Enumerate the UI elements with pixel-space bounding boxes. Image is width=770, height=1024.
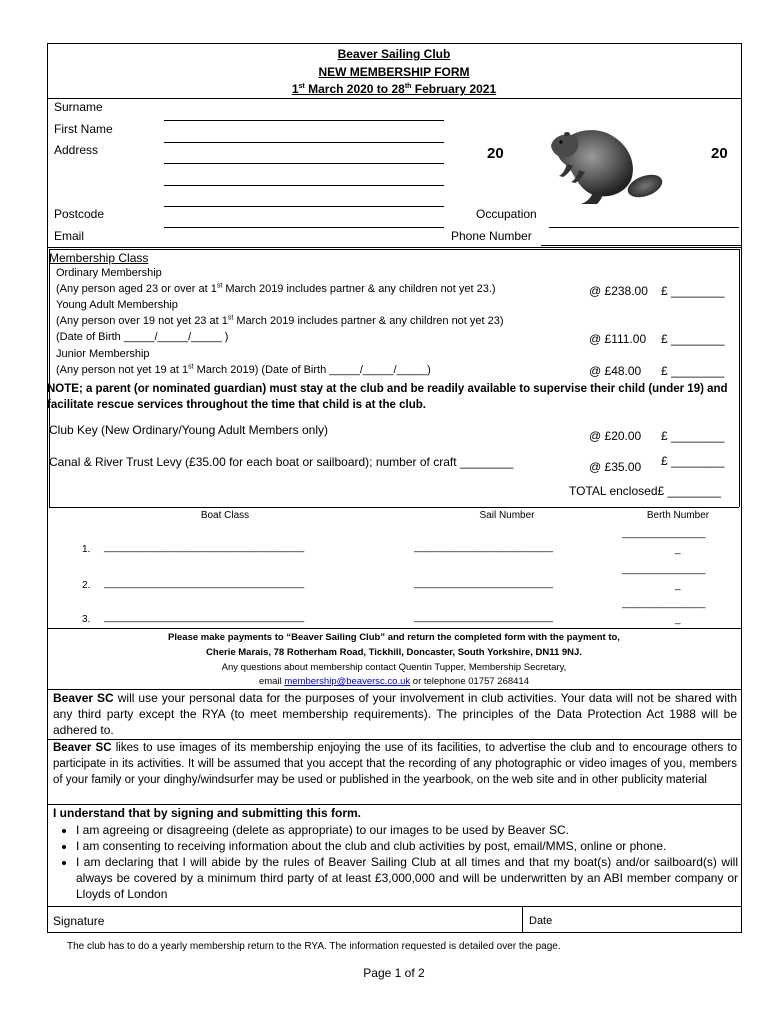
page-number: Page 1 of 2: [363, 966, 425, 980]
declaration-divider: [47, 906, 742, 907]
header-divider: [47, 98, 742, 99]
year-right: 20: [711, 145, 728, 162]
club-name: Beaver Sailing Club: [337, 47, 451, 61]
declaration-heading: I understand that by signing and submitting this form.: [53, 806, 361, 820]
crt-levy-amount-field[interactable]: £ ________: [661, 454, 725, 468]
address-field-line-3[interactable]: [164, 206, 444, 207]
berth-number-field-overflow: _: [675, 580, 681, 591]
frame-top-border: [47, 43, 742, 44]
junior-price: @ £48.00: [589, 364, 642, 378]
berth-number-field[interactable]: _______________: [622, 528, 706, 539]
images-divider: [47, 804, 742, 805]
berth-number-field[interactable]: _______________: [622, 564, 706, 575]
declaration-item: • I am agreeing or disagreeing (delete as appropriate) to our images to be used by Beaver SC.: [76, 822, 738, 838]
junior-title: Junior Membership: [56, 348, 150, 360]
boat-row-number: 3.: [82, 614, 91, 625]
frame-bottom-border: [47, 932, 742, 933]
address-label: Address: [54, 143, 99, 157]
occupation-field[interactable]: [549, 227, 739, 228]
phone-field[interactable]: [541, 245, 741, 246]
young-adult-price: @ £111.00: [589, 332, 647, 346]
ordinary-description: (Any person aged 23 or over at 1st March 2019 includes partner & any children not yet 23.): [56, 282, 496, 295]
first-name-field[interactable]: [164, 142, 444, 143]
images-consent-statement: Beaver SC likes to use images of its membership enjoying the use of its facilities, to advertise the club and to encourage others to participate in its activities. It will be assumed that you accept that the recording of any photographic or video images of you, members of your family or your dinghy/windsurfer may be used or published in the yearbook, on the web site and in other publicity material: [53, 742, 737, 786]
surname-label: Surname: [54, 100, 103, 114]
postcode-field[interactable]: [164, 227, 444, 228]
young-adult-dob-field[interactable]: (Date of Birth _____/_____/_____ ): [56, 331, 229, 343]
berth-number-header: Berth Number: [646, 510, 710, 521]
first-name-label: First Name: [54, 122, 113, 136]
supervision-note: NOTE; a parent (or nominated guardian) must stay at the club and be readily available to supervise their child (under 19) and facilitate rescue services throughout the time that child is at the club.: [47, 383, 728, 411]
declaration-item: • I am declaring that I will abide by the rules of Beaver Sailing Club at all times and that my boat(s) and/or sailboard(s) will always be covered by a minimum third party of at least £3,000,000 and will be underwritten by an ABI member company or Lloyds of London: [76, 854, 738, 902]
membership-period: 1st March 2020 to 28th February 2021: [291, 82, 497, 96]
declaration-list: [50, 822, 738, 902]
rya-return-note: The club has to do a yearly membership return to the RYA. The information requested is detailed over the page.: [67, 941, 561, 952]
beaver-logo-icon: [545, 120, 665, 208]
address-field-line-1[interactable]: [164, 163, 444, 164]
date-label: Date: [529, 915, 553, 927]
occupation-label: Occupation: [476, 207, 537, 221]
year-left: 20: [487, 145, 504, 162]
boat-class-header: Boat Class: [200, 510, 250, 521]
ordinary-price: @ £238.00: [589, 284, 648, 298]
crt-levy-price: @ £35.00: [589, 460, 642, 474]
boat-class-field[interactable]: ____________________________________: [104, 542, 305, 553]
young-adult-amount-field[interactable]: £ ________: [661, 332, 725, 346]
payment-instructions: Please make payments to “Beaver Sailing Club” and return the completed form with the payment to,: [168, 632, 620, 643]
signature-date-separator: [522, 906, 523, 932]
frame-right-border: [741, 43, 742, 932]
surname-field[interactable]: [164, 120, 444, 121]
berth-number-field-overflow: _: [675, 544, 681, 555]
club-key-label: Club Key (New Ordinary/Young Adult Members only): [49, 423, 329, 437]
sail-number-field[interactable]: _________________________: [414, 612, 554, 623]
membership-class-heading: Membership Class: [49, 251, 149, 265]
membership-contact: Any questions about membership contact Quentin Tupper, Membership Secretary,: [221, 662, 567, 673]
contact-email-line: [47, 676, 741, 687]
membership-box-bottom: [49, 507, 739, 508]
membership-email-link[interactable]: membership@beaversc.co.uk: [284, 676, 411, 687]
membership-box-top: [49, 249, 739, 250]
form-title: NEW MEMBERSHIP FORM: [318, 65, 470, 79]
ordinary-amount-field[interactable]: £ ________: [661, 284, 725, 298]
young-adult-title: Young Adult Membership: [56, 299, 178, 311]
phone-label: Phone Number: [451, 229, 532, 243]
boat-row-number: 1.: [82, 544, 91, 555]
boats-divider: [47, 628, 742, 629]
berth-number-field-overflow: _: [675, 614, 681, 625]
crt-levy-label[interactable]: Canal & River Trust Levy (£35.00 for each boat or sailboard); number of craft ________: [49, 455, 514, 469]
boat-class-field[interactable]: ____________________________________: [104, 578, 305, 589]
declaration-item: • I am consenting to receiving information about the club and club activities by post, email/MMS, online or phone.: [76, 838, 738, 854]
data-protection-statement: Beaver SC will use your personal data for the purposes of your involvement in club activities. Your data will not be shared with any third party except the RYA (to meet membership requirements). The principles of the Data Protection Act 1988 will be adhered to.: [53, 691, 737, 737]
club-key-amount-field[interactable]: £ ________: [661, 429, 725, 443]
email-label: Email: [54, 229, 85, 243]
junior-amount-field[interactable]: £ ________: [661, 364, 725, 378]
email-prefix: email: [258, 676, 285, 687]
date-field[interactable]: [560, 908, 738, 930]
club-key-price: @ £20.00: [589, 429, 642, 443]
personal-divider: [47, 247, 742, 248]
boat-class-field[interactable]: ____________________________________: [104, 612, 305, 623]
total-enclosed-field[interactable]: TOTAL enclosed£ ________: [569, 484, 721, 498]
signature-field[interactable]: [130, 908, 520, 930]
sail-number-header: Sail Number: [479, 510, 535, 521]
signature-label: Signature: [53, 914, 105, 928]
sail-number-field[interactable]: _________________________: [414, 578, 554, 589]
young-adult-description: (Any person over 19 not yet 23 at 1st March 2019 includes partner & any children not yet 23): [56, 314, 504, 327]
payment-address: Cherie Marais, 78 Rotherham Road, Tickhill, Doncaster, South Yorkshire, DN11 9NJ.: [206, 647, 582, 658]
membership-box-right: [739, 249, 740, 507]
frame-left-border: [47, 43, 48, 932]
junior-description[interactable]: (Any person not yet 19 at 1st March 2019) (Date of Birth _____/_____/_____): [56, 363, 431, 376]
telephone-text: or telephone 01757 268414: [410, 676, 529, 687]
boat-row-number: 2.: [82, 580, 91, 591]
postcode-label: Postcode: [54, 207, 105, 221]
sail-number-field[interactable]: _________________________: [414, 542, 554, 553]
berth-number-field[interactable]: _______________: [622, 598, 706, 609]
address-field-line-2[interactable]: [164, 185, 444, 186]
ordinary-title: Ordinary Membership: [56, 267, 162, 279]
